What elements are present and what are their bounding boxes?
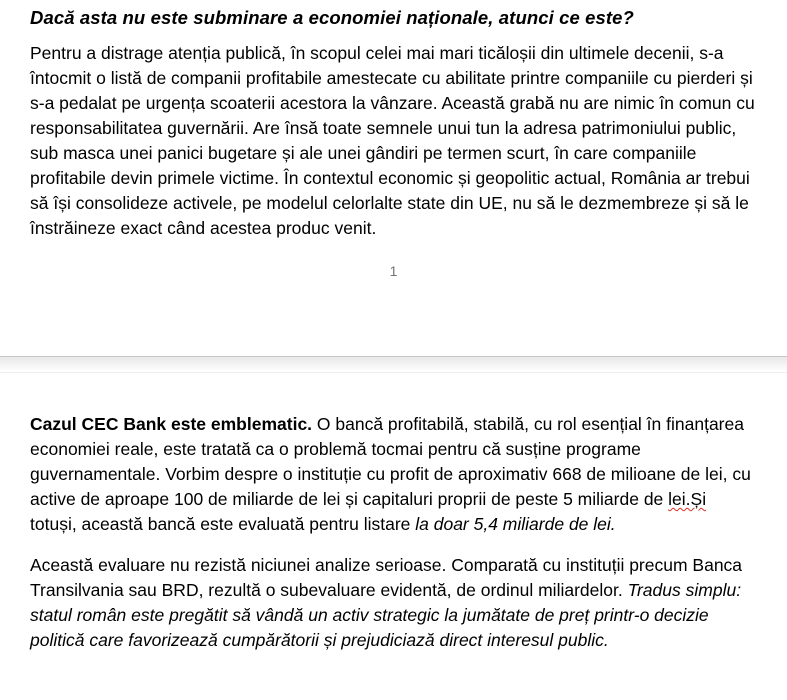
paragraph-evaluation [30, 553, 757, 653]
page-number: 1 [389, 263, 398, 279]
paragraph-cec-bank [30, 412, 757, 537]
italic-run-tradus-simplu: Tradus simplu: statul român este pregătit să vândă un activ strategic la jumătate de preț printr-o decizie politică care favorizează cumpărătorii și prejudiciază direct interesul public. [30, 580, 742, 650]
text-run: totuși, această bancă este evaluată pentru listare [30, 514, 416, 534]
text-run: O bancă profitabilă, stabilă, cu rol esențial în finanțarea economiei reale, este tratată ca o problemă tocmai pentru că susține programe guvernamentale. Vorbim despre o instituție cu profit de aproximativ 668 de milioane de lei, cu active de aproape 100 de miliarde de lei și capitaluri proprii de peste 5 miliarde de [30, 414, 751, 509]
page-break-divider [0, 356, 787, 373]
bold-lead-cec-bank: Cazul CEC Bank este emblematic. [30, 414, 313, 434]
italic-run-valuation: la doar 5,4 miliarde de lei. [415, 514, 616, 534]
text-run: Această evaluare nu rezistă niciunei analize serioase. Comparată cu instituții precum Banca Transilvania sau BRD, rezultă o subevaluare evidentă, de ordinul miliardelor. [30, 555, 743, 600]
document-heading: Dacă asta nu este subminare a economiei naționale, atunci ce este? [30, 7, 634, 28]
document-page-2[interactable] [0, 373, 787, 700]
paragraph-page1: Pentru a distrage atenția publică, în scopul celei mai mari ticăloșii din ultimele decenii, s-a întocmit o listă de companii profitabile amestecate cu abilitate printre companiile cu pierderi și s-a pedalat pe urgența scoaterii acestora la vânzare. Această grabă nu are nimic în comun cu responsabilitatea guvernării. Are însă toate semnele unui tun la adresa patrimoniului public, sub masca unei panici bugetare și ale unei gândiri pe termen scurt, în care companiile profitabile devin primele victime. În contextul economic și geopolitic actual, România ar trebui să își consolideze activele, pe modelul celorlalte state din UE, nu să le dezmembreze și să le înstrăineze exact când acestea produc venit. [30, 43, 755, 238]
misspelled-word-spellcheck[interactable]: lei.Și [668, 489, 707, 509]
